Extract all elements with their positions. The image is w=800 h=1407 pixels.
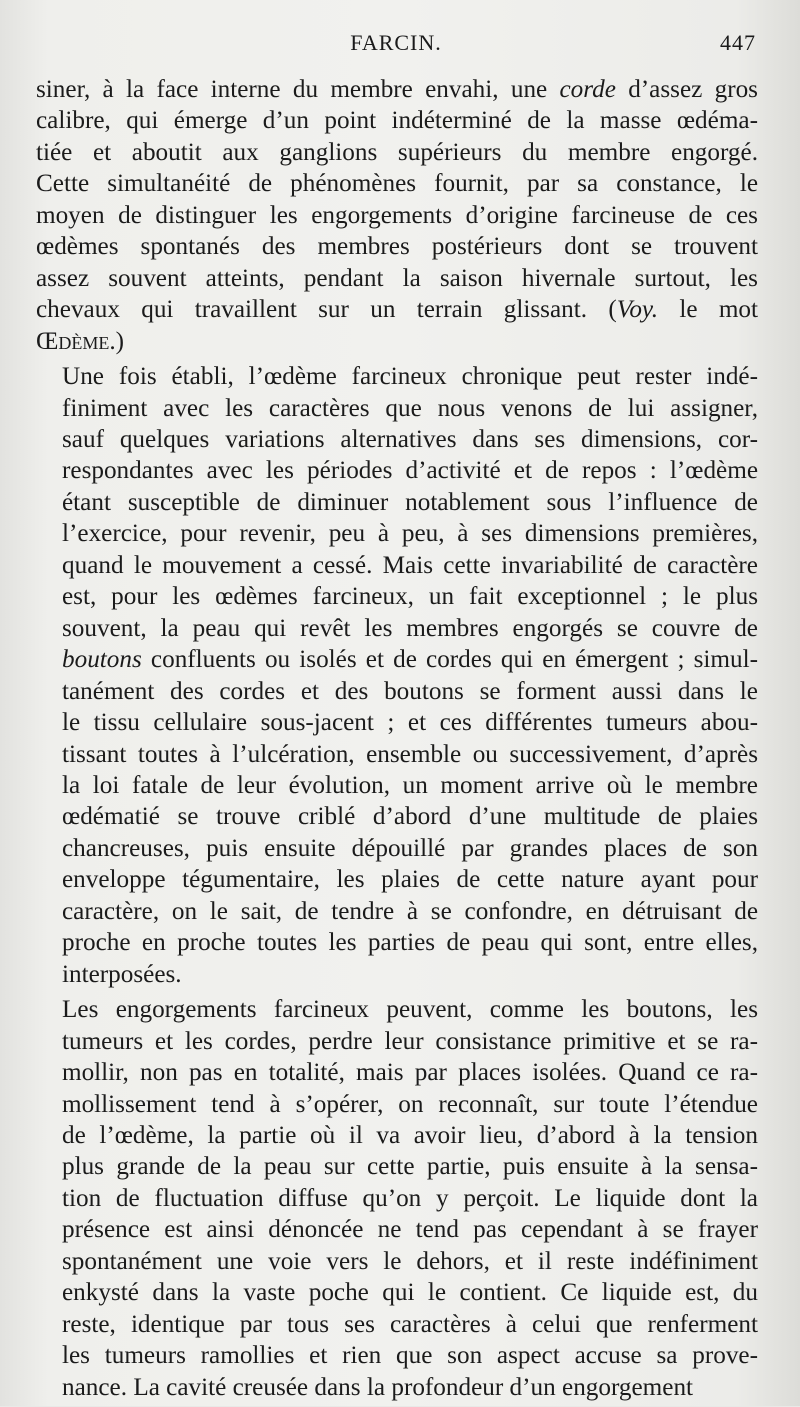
text-run: siner, à la face interne du membre envahi, une xyxy=(36,76,560,103)
text-line xyxy=(36,801,758,832)
text-line xyxy=(36,864,758,895)
text-line xyxy=(36,833,758,864)
paragraph xyxy=(36,361,758,990)
text-line xyxy=(36,361,758,392)
text-run: assez souvent atteints, pendant la saison hivernale surtout, les xyxy=(36,264,758,292)
text-run: plus grande de la peau sur cette partie, puis ensuite à la sensa- xyxy=(62,1153,758,1181)
text-run: tissant toutes à l’ulcération, ensemble ou successivement, d’après xyxy=(62,740,758,768)
text-line xyxy=(36,1026,758,1057)
page-number: 447 xyxy=(720,30,756,55)
paragraph xyxy=(36,74,758,357)
text-run: spontanément une voie vers le dehors, et il reste indéfiniment xyxy=(62,1247,758,1275)
text-line xyxy=(36,231,758,262)
text-run: interposées. xyxy=(62,960,182,988)
text-run: calibre, qui émerge d’un point indéterminé de la masse œdéma- xyxy=(36,107,758,135)
text-run: finiment avec les caractères que nous venons de lui assigner, xyxy=(62,394,758,422)
paragraph xyxy=(36,994,758,1403)
text-run: Cette simultanéité de phénomènes fournit, par sa constance, le xyxy=(36,170,758,198)
italic-run: Voy. xyxy=(616,296,659,324)
text-line xyxy=(36,1151,758,1182)
text-run: tiée et aboutit aux ganglions supérieurs du membre engorgé. xyxy=(36,138,758,166)
text-run: confluents ou isolés et de cordes qui en émergent ; simul- xyxy=(141,646,758,674)
text-run: l’exercice, pour revenir, peu à peu, à ses dimensions premières, xyxy=(62,520,758,548)
running-title: FARCIN. xyxy=(350,30,442,55)
text-run: les tumeurs ramollies et rien que son aspect accuse sa prove- xyxy=(62,1342,758,1370)
text-line xyxy=(36,326,758,357)
text-line xyxy=(36,168,758,199)
text-line xyxy=(36,294,758,325)
page-header xyxy=(36,30,756,60)
text-line xyxy=(36,676,758,707)
text-line xyxy=(36,1089,758,1120)
text-run: quand le mouvement a cessé. Mais cette invariabilité de caractère xyxy=(62,551,758,579)
text-run: chevaux qui travaillent sur un terrain glissant. ( xyxy=(36,296,617,324)
text-line xyxy=(36,518,758,549)
text-line xyxy=(36,550,758,581)
text-run: enkysté dans la vaste poche qui le contient. Ce liquide est, du xyxy=(62,1279,758,1307)
text-line xyxy=(36,1277,758,1308)
italic-run: boutons xyxy=(62,646,142,674)
italic-run: corde xyxy=(559,76,616,103)
text-line xyxy=(36,644,758,675)
body-text xyxy=(36,74,758,1407)
text-line xyxy=(36,105,758,136)
text-run: œdèmes spontanés des membres postérieurs dont se trouvent xyxy=(36,233,758,261)
text-line xyxy=(36,137,758,168)
text-run: la loi fatale de leur évolution, un moment arrive où le membre xyxy=(62,771,758,799)
text-line xyxy=(36,263,758,294)
text-run: nance. La cavité creusée dans la profondeur d’un engorgement xyxy=(62,1373,694,1401)
text-line xyxy=(36,1214,758,1245)
text-line xyxy=(36,74,758,105)
text-line xyxy=(36,927,758,958)
text-run: mollissement tend à s’opérer, on reconnaît, sur toute l’étendue xyxy=(62,1090,758,1118)
text-line xyxy=(36,424,758,455)
text-run: enveloppe tégumentaire, les plaies de cette nature ayant pour xyxy=(62,866,758,894)
text-run: sauf quelques variations alternatives dans ses dimensions, cor- xyxy=(62,425,758,453)
text-run: présence est ainsi dénoncée ne tend pas cependant à se frayer xyxy=(62,1216,758,1244)
text-line xyxy=(36,994,758,1025)
text-run: le mot xyxy=(658,296,758,324)
text-line xyxy=(36,487,758,518)
text-run: chancreuses, puis ensuite dépouillé par grandes places de son xyxy=(62,834,758,862)
text-run: Œdème.) xyxy=(36,327,125,355)
text-run: tumeurs et les cordes, perdre leur consistance primitive et se ra- xyxy=(62,1027,758,1055)
text-line xyxy=(36,739,758,770)
text-line xyxy=(36,613,758,644)
text-line xyxy=(36,581,758,612)
text-line xyxy=(36,896,758,927)
text-line xyxy=(36,707,758,738)
text-line xyxy=(36,770,758,801)
text-run: œdématié se trouve criblé d’abord d’une multitude de plaies xyxy=(62,803,758,831)
text-run: Une fois établi, l’œdème farcineux chronique peut rester indé- xyxy=(62,363,758,391)
text-run: caractère, on le sait, de tendre à se confondre, en détruisant de xyxy=(62,897,758,925)
text-line xyxy=(36,455,758,486)
text-line xyxy=(36,1183,758,1214)
text-line xyxy=(36,1372,758,1403)
text-line xyxy=(36,1340,758,1371)
text-line xyxy=(36,1246,758,1277)
text-run: reste, identique par tous ses caractères à celui que renferment xyxy=(62,1310,758,1338)
text-run: est, pour les œdèmes farcineux, un fait exceptionnel ; le plus xyxy=(62,583,758,611)
text-line xyxy=(36,1309,758,1340)
text-run: tion de fluctuation diffuse qu’on y perçoit. Le liquide dont la xyxy=(62,1184,758,1212)
text-run: souvent, la peau qui revêt les membres engorgés se couvre de xyxy=(62,614,758,642)
text-run: moyen de distinguer les engorgements d’origine farcineuse de ces xyxy=(36,201,758,229)
text-line xyxy=(36,959,758,990)
text-run: proche en proche toutes les parties de peau qui sont, entre elles, xyxy=(62,929,758,957)
text-line xyxy=(36,393,758,424)
text-run: étant susceptible de diminuer notablement sous l’influence de xyxy=(62,488,758,516)
text-run: mollir, non pas en totalité, mais par places isolées. Quand ce ra- xyxy=(62,1059,758,1087)
text-run: Les engorgements farcineux peuvent, comme les boutons, les xyxy=(62,996,758,1024)
text-line xyxy=(36,200,758,231)
text-line xyxy=(36,1120,758,1151)
text-run: de l’œdème, la partie où il va avoir lieu, d’abord à la tension xyxy=(62,1121,758,1149)
text-run: d’assez gros xyxy=(615,76,758,103)
text-line xyxy=(36,1057,758,1088)
text-run: tanément des cordes et des boutons se forment aussi dans le xyxy=(62,677,758,705)
text-run: le tissu cellulaire sous-jacent ; et ces différentes tumeurs abou- xyxy=(62,709,758,737)
text-run: respondantes avec les périodes d’activité et de repos : l’œdème xyxy=(62,457,758,485)
